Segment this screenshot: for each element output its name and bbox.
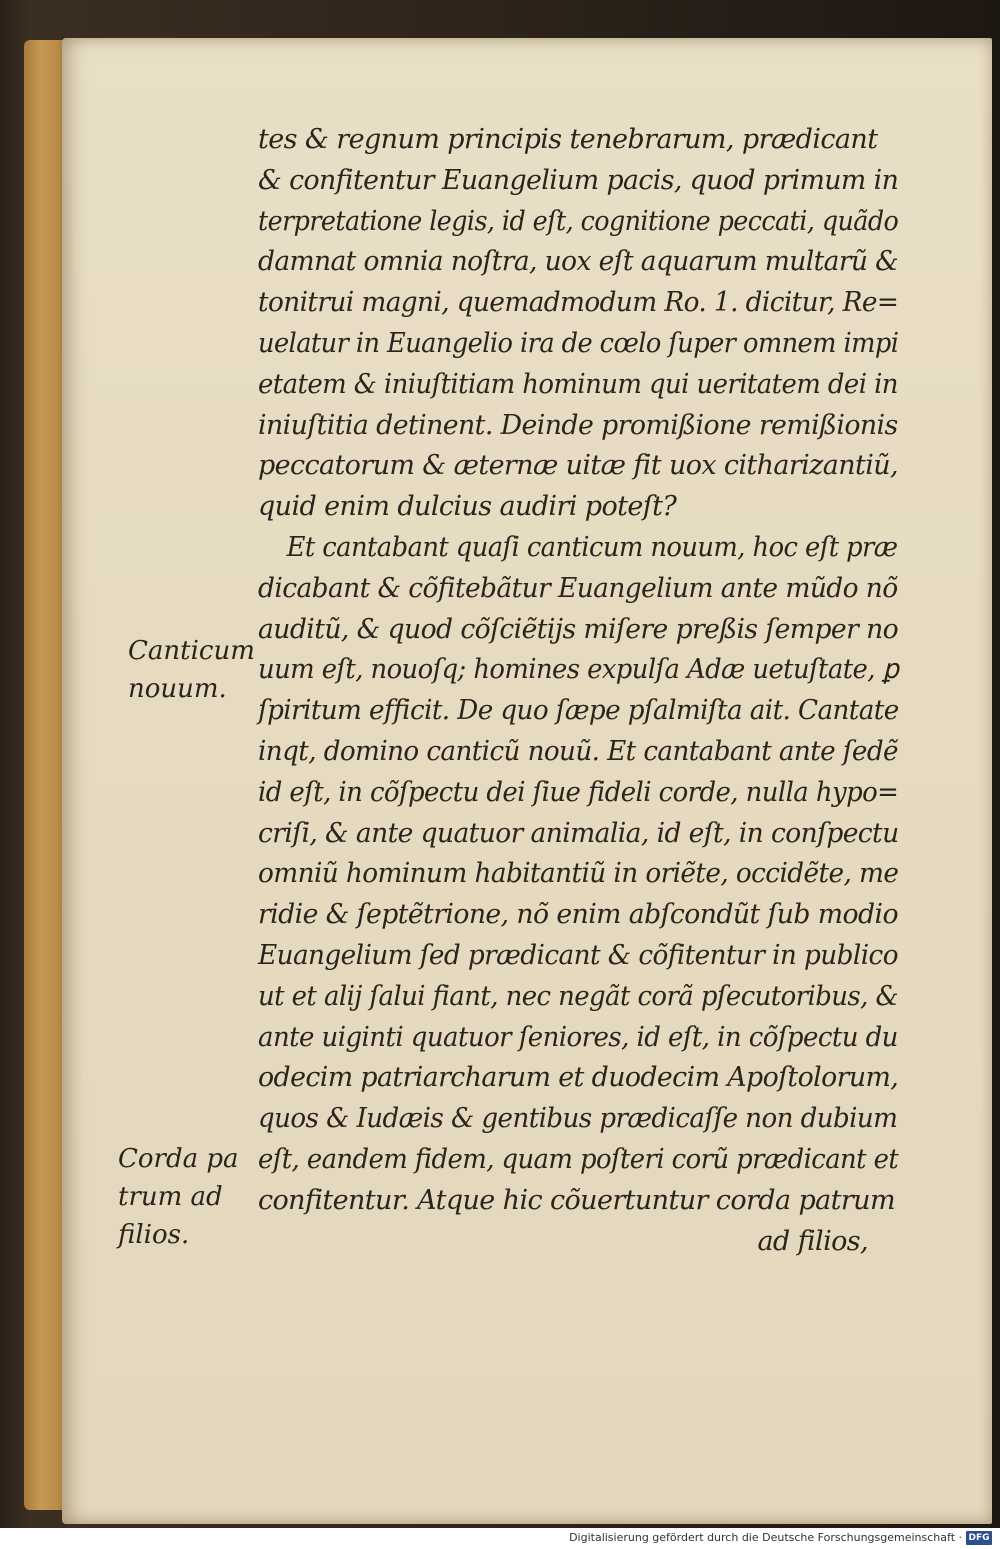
text-line: criſi, & ante quatuor animalia, id eſt, in conſpectu [258, 817, 899, 849]
text-line: etatem & iniuſtitiam hominum qui ueritatem dei in [258, 368, 898, 400]
text-line: ante uiginti quatuor ſeniores, id eſt, in cõſpectu du [258, 1021, 898, 1053]
text-line: ridie & ſeptẽtrione, nõ enim abſcondũt ſub modio [258, 899, 898, 931]
text-line: damnat omnia noſtra, uox eſt aquarum multarũ & [258, 246, 899, 278]
text-line: odecim patriarcharum et duodecim Apoſtolorum, [258, 1062, 899, 1094]
text-line: omniũ hominum habitantiũ in oriẽte, occidẽte, me [258, 858, 899, 890]
marginal-line: Canticum [128, 636, 255, 666]
text-line: id eſt, in cõſpectu dei ſiue fideli corde, nulla hypo= [258, 776, 899, 808]
text-line: dicabant & cõfitebãtur Euangelium ante mũdo nõ [258, 572, 898, 604]
text-line: tonitrui magni, quemadmodum Ro. 1. dicitur, Re= [258, 287, 899, 319]
catchword: ad filios, [757, 1225, 868, 1257]
marginal-line: nouum. [128, 674, 227, 704]
footer-bar [0, 1528, 1000, 1549]
marginal-note-canticum [128, 632, 255, 708]
text-line: inqt, domino canticũ nouũ. Et cantabant ante ſedẽ [258, 735, 898, 767]
funding-credit: Digitalisierung gefördert durch die Deutsche Forschungsgemeinschaft · [569, 1531, 962, 1544]
text-line: eſt, eandem fidem, quam poſteri corũ prædicant et [258, 1143, 899, 1175]
text-line: confitentur. Atque hic cõuertuntur corda patrum [258, 1184, 895, 1216]
text-line: Euangelium ſed prædicant & cõfitentur in publico [258, 939, 898, 971]
text-line: & confitentur Euangelium pacis, quod primum in [258, 164, 899, 196]
text-line: iniuſtitia detinent. Deinde promißione remißionis [258, 409, 898, 441]
marginal-line: trum ad [118, 1182, 223, 1212]
marginal-line: Corda pa [118, 1144, 239, 1174]
marginal-note-corda [118, 1140, 239, 1254]
text-line: auditũ, & quod cõſciẽtijs miſere preßis ſemper no [258, 613, 899, 645]
text-line: ut et alij ſalui fiant, nec negãt corã pſecutoribus, & [258, 980, 899, 1012]
text-line: uum eſt, nouoſq; homines expulſa Adæ uetuſtate, ꝑ [258, 654, 899, 686]
text-line: peccatorum & æternæ uitæ fit uox citharizantiũ, [258, 450, 898, 482]
text-line: quos & Iudæis & gentibus prædicaſſe non dubium [258, 1103, 898, 1135]
text-line: Et cantabant quaſi canticum nouum, hoc eſt præ [286, 531, 898, 563]
dfg-logo: DFG [966, 1531, 992, 1545]
text-line: uelatur in Euangelio ira de cœlo ſuper omnem impi [258, 327, 899, 359]
text-line: ſpiritum efficit. De quo ſæpe pſalmiſta ait. Cantate [258, 695, 899, 727]
main-text-block [258, 120, 899, 1262]
text-line: terpretatione legis, id eſt, cognitione peccati, quãdo [258, 205, 899, 237]
text-line: quid enim dulcius audiri poteſt? [258, 491, 677, 523]
text-line: tes & regnum principis tenebrarum, prædicant [258, 124, 878, 155]
marginal-line: filios. [118, 1220, 190, 1250]
